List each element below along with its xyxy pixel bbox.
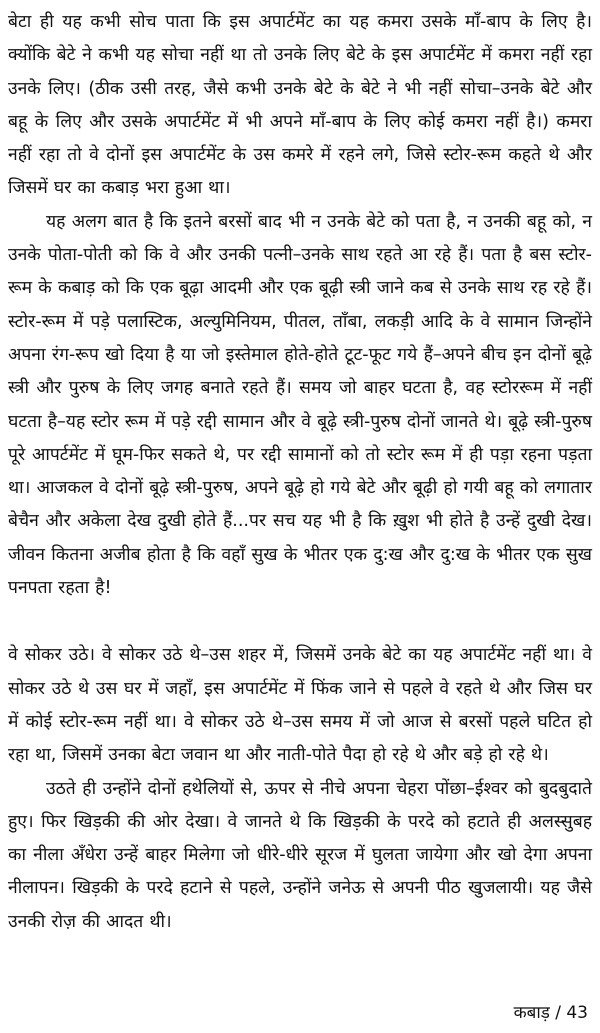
paragraph-3: वे सोकर उठे। वे सोकर उठे थे–उस शहर में, जिसमें उनके बेटे का यह अपार्टमेंट नहीं था। वे सोकर उठे थे उस घर में जहाँ, इस अपार्टमेंट में फिंक जाने से पहले वे रहते थे और जिस घर में कोई स्टोर-रूम नहीं था। वे सोकर उठे थे–उस समय में जो आज से बरसों पहले घटित हो रहा था, जिसमें उनका बेटा जवान था और नाती-पोते पैदा हो रहे थे और बड़े हो रहे थे। xyxy=(8,645,592,766)
book-page xyxy=(8,6,592,939)
paragraph-2: यह अलग बात है कि इतने बरसों बाद भी न उनके बेटे को पता है, न उनकी बहू को, न उनके पोता-पोती को कि वे और उनकी पत्नी–उनके साथ रहते आ रहे हैं। पता है बस स्टोर-रूम के कबाड़ को कि एक बूढ़ा आदमी और एक बूढ़ी स्त्री जाने कब से उनके साथ रह रहे हैं। स्टोर-रूम में पड़े पलास्टिक, अल्युमिनियम, पीतल, ताँबा, लकड़ी आदि के वे सामान जिन्होंने अपना रंग-रूप खो दिया है या जो इस्तेमाल होते-होते टूट-फूट गये हैं–अपने बीच इन दोनों बूढ़े स्त्री और पुरुष के लिए जगह बनाते रहते हैं। समय जो बाहर घटता है, वह स्टोररूम में नहीं घटता है–यह स्टोर रूम में पड़े रद्दी सामान और वे बूढ़े स्त्री-पुरुष दोनों जानते थे। बूढ़े स्त्री-पुरुष पूरे आपर्टमेंट में घूम-फिर सकते थे, पर रद्दी सामानों को तो स्टोर रूम में ही पड़ा रहना पड़ता था। आजकल वे दोनों बूढ़े स्त्री-पुरुष, अपने बूढ़े हो गये बेटे और बूढ़ी हो गयी बहू को लगातार बेचैन और अकेला देख दुखी होते हैं...पर सच यह भी है कि ख़ुश भी होते है उन्हें दुखी देख। जीवन कितना अजीब होता है कि वहाँ सुख के भीतर एक दु:ख और दु:ख के भीतर एक सुख पनपता रहता है! xyxy=(8,211,592,599)
paragraph-4: उठते ही उन्होंने दोनों हथेलियों से, ऊपर से नीचे अपना चेहरा पोंछा–ईश्वर को बुदबुदाते हुए। फिर खिड़की की ओर देखा। वे जानते थे कि खिड़की के परदे को हटाते ही अलस्सुबह का नीला अँधेरा उन्हें बाहर मिलेगा जो धीरे-धीरे सूरज में घुलता जायेगा और खो देगा अपना नीलापन। खिड़की के परदे हटाने से पहले, उन्होंने जनेऊ से अपनी पीठ खुजलायी। यह जैसे उनकी रोज़ की आदत थी। xyxy=(8,778,592,932)
page-footer: कबाड़ / 43 xyxy=(513,1003,588,1023)
paragraph-1: बेटा ही यह कभी सोच पाता कि इस अपार्टमेंट का यह कमरा उसके माँ-बाप के लिए है। क्योंकि बेटे ने कभी यह सोचा नहीं था तो उनके लिए बेटे के इस अपार्टमेंट में कमरा नहीं रहा उनके लिए। (ठीक उसी तरह, जैसे कभी उनके बेटे के बेटे ने भी नहीं सोचा–उनके बेटे और बहू के लिए और उसके अपार्टमेंट में भी अपने माँ-बाप के लिए कोई कमरा नहीं है।) कमरा नहीं रहा तो वे दोनों इस अपार्टमेंट के उस कमरे में रहने लगे, जिसे स्टोर-रूम कहते थे और जिसमें घर का कबाड़ भरा हुआ था। xyxy=(8,12,592,199)
section-break xyxy=(8,605,592,639)
